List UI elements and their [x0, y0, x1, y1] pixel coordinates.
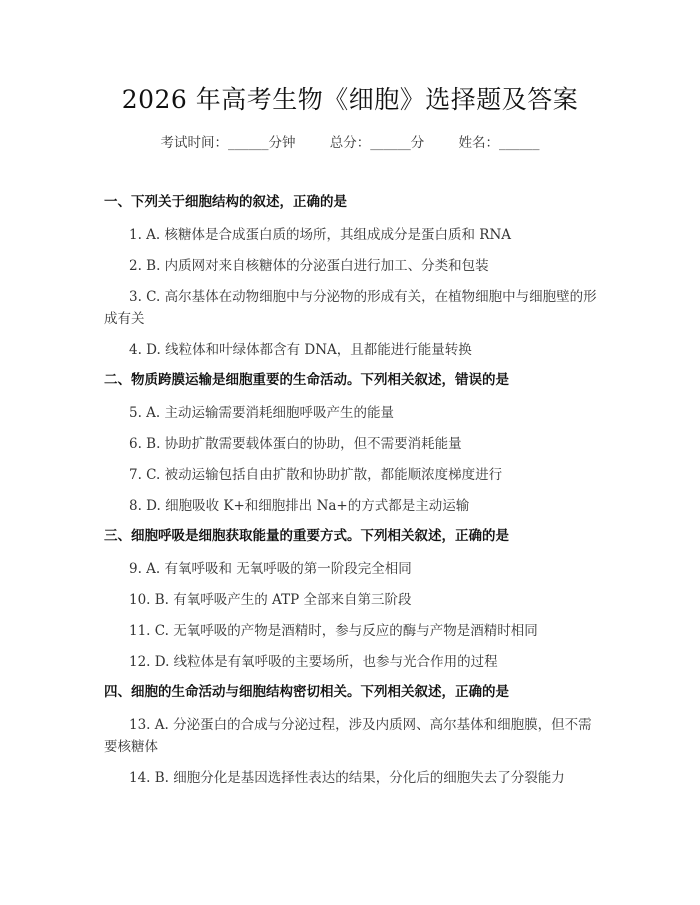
question-option: 1. A. 核糖体是合成蛋白质的场所，其组成成分是蛋白质和 RNA	[129, 227, 512, 243]
question-option: 4. D. 线粒体和叶绿体都含有 DNA，且都能进行能量转换	[129, 342, 472, 358]
question-heading: 二、物质跨膜运输是细胞重要的生命活动。下列相关叙述，错误的是	[104, 372, 509, 388]
question-option: 5. A. 主动运输需要消耗细胞呼吸产生的能量	[129, 405, 395, 421]
question-option: 9. A. 有氧呼吸和 无氧呼吸的第一阶段完全相同	[129, 561, 412, 577]
question-option: 8. D. 细胞吸收 K+和细胞排出 Na+的方式都是主动运输	[129, 498, 470, 514]
question-option: 3. C. 高尔基体在动物细胞中与分泌物的形成有关，在植物细胞中与细胞壁的形成有关	[104, 289, 597, 327]
question-option: 14. B. 细胞分化是基因选择性表达的结果，分化后的细胞失去了分裂能力	[129, 770, 565, 786]
question-heading: 四、细胞的生命活动与细胞结构密切相关。下列相关叙述，正确的是	[104, 684, 509, 700]
exam-time-field: 考试时间：______分钟	[160, 135, 296, 151]
question-option: 6. B. 协助扩散需要载体蛋白的协助，但不需要消耗能量	[129, 436, 462, 452]
question-option: 2. B. 内质网对来自核糖体的分泌蛋白进行加工、分类和包装	[129, 258, 489, 274]
question-option: 7. C. 被动运输包括自由扩散和协助扩散，都能顺浓度梯度进行	[129, 467, 503, 483]
total-score-field: 总分：______分	[329, 135, 425, 151]
question-block-4	[104, 682, 599, 789]
question-option: 13. A. 分泌蛋白的合成与分泌过程，涉及内质网、高尔基体和细胞膜，但不需要核糖体	[104, 717, 592, 755]
question-heading: 一、下列关于细胞结构的叙述，正确的是	[104, 194, 347, 210]
question-block-3	[104, 526, 599, 682]
document-title: 2026 年高考生物《细胞》选择题及答案	[121, 85, 579, 114]
question-option: 12. D. 线粒体是有氧呼吸的主要场所，也参与光合作用的过程	[129, 654, 498, 670]
exam-info-line	[0, 131, 700, 151]
student-name-field: 姓名：______	[458, 135, 540, 151]
question-option: 10. B. 有氧呼吸产生的 ATP 全部来自第三阶段	[129, 592, 412, 608]
question-block-1	[104, 192, 599, 370]
question-heading: 三、细胞呼吸是细胞获取能量的重要方式。下列相关叙述，正确的是	[104, 528, 509, 544]
question-option: 11. C. 无氧呼吸的产物是酒精时，参与反应的酶与产物是酒精时相同	[129, 623, 538, 639]
question-block-2	[104, 370, 599, 526]
question-list	[104, 192, 599, 789]
